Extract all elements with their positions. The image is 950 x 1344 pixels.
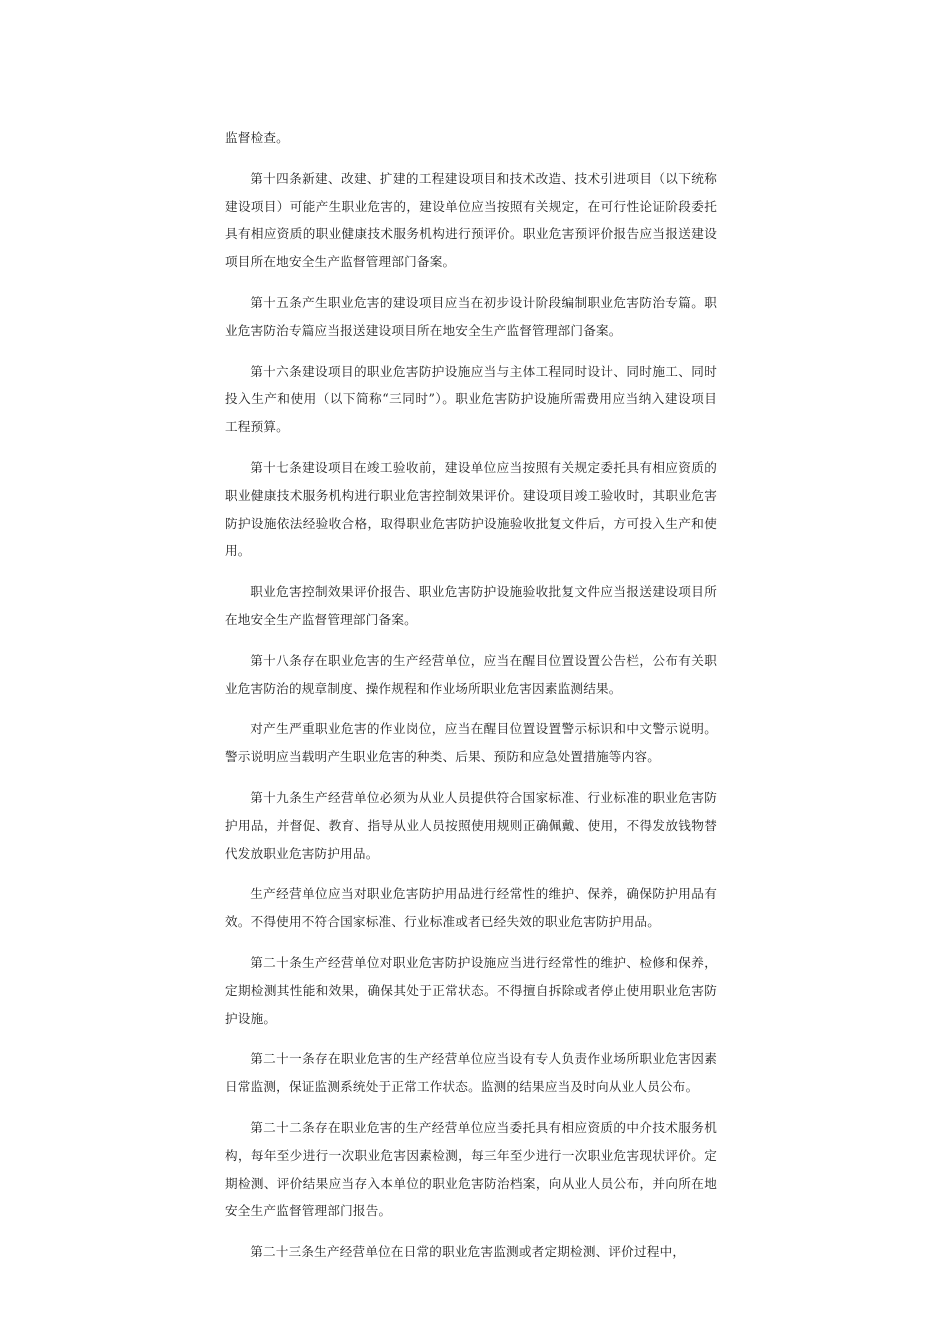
paragraph-article-15: 第十五条产生职业危害的建设项目应当在初步设计阶段编制职业危害防治专篇。职业危害防治专篇应当报送建设项目所在地安全生产监督管理部门备案。	[225, 294, 717, 338]
paragraph-article-21: 第二十一条存在职业危害的生产经营单位应当设有专人负责作业场所职业危害因素日常监测，保证监测系统处于正常工作状态。监测的结果应当及时向从业人员公布。	[225, 1051, 717, 1095]
paragraph-article-22: 第二十二条存在职业危害的生产经营单位应当委托具有相应资质的中介技术服务机构，每年至少进行一次职业危害因素检测，每三年至少进行一次职业危害现状评价。定期检测、评价结果应当存入本单位的职业危害防治档案，向从业人员公布，并向所在地安全生产监督管理部门报告。	[225, 1119, 717, 1219]
paragraph-article-14: 第十四条新建、改建、扩建的工程建设项目和技术改造、技术引进项目（以下统称建设项目）可能产生职业危害的，建设单位应当按照有关规定，在可行性论证阶段委托具有相应资质的职业健康技术服务机构进行预评价。职业危害预评价报告应当报送建设项目所在地安全生产监督管理部门备案。	[225, 170, 717, 270]
paragraph-article-23: 第二十三条生产经营单位在日常的职业危害监测或者定期检测、评价过程中，	[250, 1244, 686, 1260]
paragraph-article-17-clause-2: 职业危害控制效果评价报告、职业危害防护设施验收批复文件应当报送建设项目所在地安全生产监督管理部门备案。	[225, 584, 717, 627]
paragraph-article-18-clause-2: 对产生严重职业危害的作业岗位，应当在醒目位置设置警示标识和中文警示说明。警示说明应当载明产生职业危害的种类、后果、预防和应急处置措施等内容。	[225, 721, 717, 765]
document-page	[225, 124, 717, 1279]
paragraph-article-19-clause-2: 生产经营单位应当对职业危害防护用品进行经常性的维护、保养，确保防护用品有效。不得使用不符合国家标准、行业标准或者已经失效的职业危害防护用品。	[225, 886, 717, 930]
paragraph-article-18: 第十八条存在职业危害的生产经营单位，应当在醒目位置设置公告栏，公布有关职业危害防治的规章制度、操作规程和作业场所职业危害因素监测结果。	[225, 652, 717, 696]
paragraph-article-17: 第十七条建设项目在竣工验收前，建设单位应当按照有关规定委托具有相应资质的职业健康技术服务机构进行职业危害控制效果评价。建设项目竣工验收时，其职业危害防护设施依法经验收合格，取得职业危害防护设施验收批复文件后，方可投入生产和使用。	[225, 459, 717, 559]
paragraph-continued: 监督检查。	[225, 130, 289, 145]
paragraph-article-20: 第二十条生产经营单位对职业危害防护设施应当进行经常性的维护、检修和保养，定期检测其性能和效果，确保其处于正常状态。不得擅自拆除或者停止使用职业危害防护设施。	[225, 954, 717, 1026]
paragraph-article-16: 第十六条建设项目的职业危害防护设施应当与主体工程同时设计、同时施工、同时投入生产和使用（以下简称“三同时”）。职业危害防护设施所需费用应当纳入建设项目工程预算。	[225, 363, 717, 435]
paragraph-article-19: 第十九条生产经营单位必须为从业人员提供符合国家标准、行业标准的职业危害防护用品，并督促、教育、指导从业人员按照使用规则正确佩戴、使用，不得发放钱物替代发放职业危害防护用品。	[225, 789, 717, 861]
